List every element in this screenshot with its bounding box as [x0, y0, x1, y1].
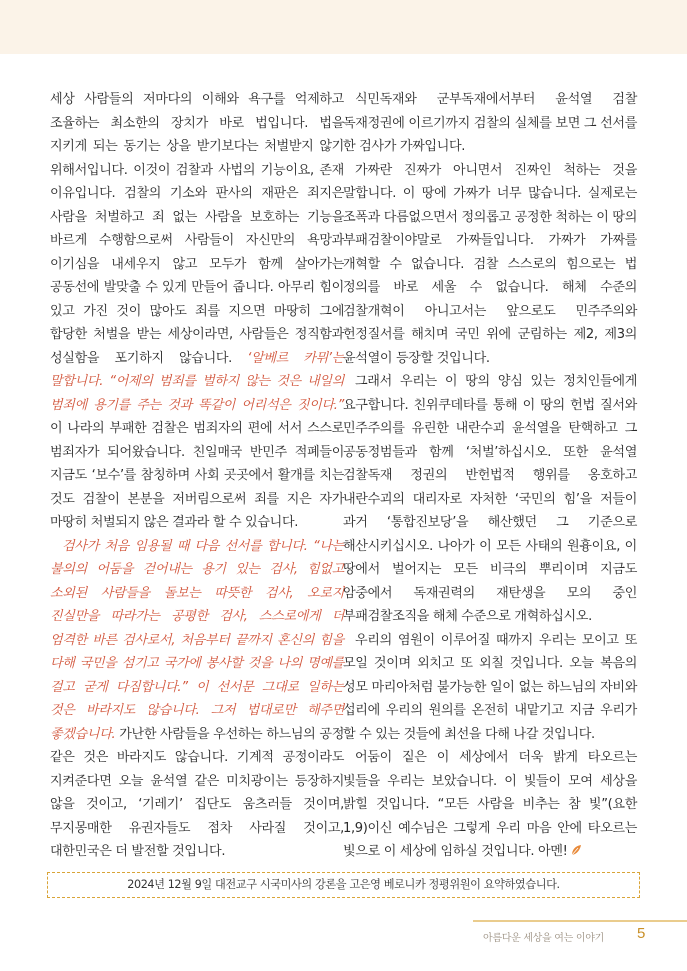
summary-note: 2024년 12월 9일 대전교구 시국미사의 강론을 고은영 베로니카 정평위원이 요약하였습니다. [47, 872, 640, 898]
footer-divider [473, 920, 687, 922]
header-band-divider [0, 54, 687, 73]
left-paragraph-1: 세상 사람들의 저마다의 이해와 욕구를 억제하고 조율하는 최소한의 장치가 바로 법입니다. 법을 지키게 되는 동기는 상을 받기보다는 처벌받지 않기 위해서입니다. 이것이 검찰과 사법의 기능이요, 존재 이유입니다. 검찰의 기소와 판사의 재판은 죄지은 사람을 처벌하고 죄 없는 사람을 보호하는 기능을 바르게 수행함으로써 사람들이 자신만의 욕망과 이기심을 내세우지 않고 모두가 함께 살아가는 공동선에 발맞출 수 있게 만들어 줍니다. 아무리 힘이 있고 가진 것이 많아도 죄를 지으면 마땅히 그에 합당한 처벌을 받는 세상이라면, 사람들은 정직함과 성실함을 포기하지 않습니다. ‘알베르 카뮈’는 말합니다. “어제의 범죄를 벌하지 않는 것은 내일의 범죄에 용기를 주는 것과 똑같이 어리석은 짓이다.” 이 나라의 부패한 검찰은 범죄자의 편에 서서 스스로 범죄자가 되어왔습니다. 친일매국 반민주 적폐들이 지금도 ‘보수’를 참칭하며 사회 곳곳에서 활개를 치는 것도 검찰이 본분을 저버림으로써 죄를 지은 자가 마땅히 처벌되지 않은 결과라 할 수 있습니다. [50, 92, 344, 530]
camus-quote: ‘알베르 카뮈’는 말합니다. “어제의 범죄를 벌하지 않는 것은 내일의 범죄에 용기를 주는 것과 똑같이 어리석은 짓이다.” [50, 350, 344, 413]
left-paragraph-2: 검사가 처음 임용될 때 다음 선서를 합니다. “나는 불의의 어둠을 걷어내는 용기 있는 검사, 힘없고 소외된 사람들을 돌보는 따뜻한 검사, 오로지 진실만을 따라가는 공평한 검사, 스스로에게 더 엄격한 바른 검사로서, 처음부터 끝까지 혼신의 힘을 다해 국민을 섬기고 국가에 봉사할 것을 나의 명예를 걸고 굳게 다짐합니다.” 이 선서문 그대로 일하는 것은 바라지도 않습니다. 그저 법대로만 해주면 좋겠습니다. 가난한 사람들을 우선하는 하느님의 공정 같은 것은 바라지도 않습니다. 기계적 공정이라도 지켜준다면 오늘 윤석열 같은 미치광이는 등장하지 않을 것이고, ‘기레기’ 집단도 움츠러들 것이며, 무지몽매한 유권자들도 점차 사라질 것이고, 대한민국은 더 발전할 것입니다. [50, 538, 344, 859]
prosecutor-oath-quote: 검사가 처음 임용될 때 다음 선서를 합니다. “나는 불의의 어둠을 걷어내는 용기 있는 검사, 힘없고 소외된 사람들을 돌보는 따뜻한 검사, 오로지 진실만을 따라가는 공평한 검사, 스스로에게 더 엄격한 바른 검사로서, 처음부터 끝까지 혼신의 힘을 다해 국민을 섬기고 국가에 봉사할 것을 나의 명예를 걸고 굳게 다짐합니다.” 이 선서문 그대로 일하는 것은 바라지도 않습니다. 그저 법대로만 해주면 좋겠습니다. [50, 538, 344, 742]
right-column [343, 88, 637, 864]
right-paragraph-5: 어둠이 짙은 이 세상에서 더욱 밝게 타오르는 빛들을 우리는 보았습니다. 이 빛들이 모여 세상을 밝힐 것입니다. “모든 사람을 비추는 참 빛”(요한 1,9)이신 예수님은 그렇게 우리 마음 안에 타오르는 빛으로 이 세상에 임하실 것입니다. 아멘! [343, 750, 637, 859]
leaf-icon [570, 844, 582, 856]
right-paragraph-1: 식민독재와 군부독재에서부터 윤석열 검찰 독재정권에 이르기까지 검찰의 실체를 보면 그 선서를 한 검사가 가짜입니다. [343, 92, 637, 154]
right-paragraph-4: 우리의 염원이 이루어질 때까지 우리는 모이고 또 모일 것이며 외치고 또 외칠 것입니다. 오늘 복음의 성모 마리아처럼 불가능한 일이 없는 하느님의 자비와 섭리에 우리의 원의를 온전히 내맡기고 지금 우리가 할 수 있는 것들에 최선을 다해 나갈 것입니다. [343, 632, 637, 742]
right-paragraph-3: 그래서 우리는 이 땅의 양심 있는 정치인들에게 요구합니다. 친위쿠데타를 통해 이 땅의 헌법 질서와 민주주의를 유린한 내란수괴 윤석열을 탄핵하고 그 공동정범들과 함께 ‘처벌’하십시오. 또한 윤석열 검찰독재 정권의 반헌법적 행위를 옹호하고 내란수괴의 대리자로 자처한 ‘국민의 힘’을 저들이 과거 ‘통합진보당’을 해산했던 그 기준으로 해산시키십시오. 나아가 이 모든 사태의 원흉이요, 이 땅에서 벌어지는 모든 비극의 뿌리이며 지금도 암중에서 독재권력의 재탄생을 모의 중인 부패검찰조직을 해체 수준으로 개혁하십시오. [343, 374, 637, 624]
page-number: 5 [637, 925, 646, 942]
right-paragraph-2: 가짜란 진짜가 아니면서 진짜인 척하는 것을 말합니다. 이 땅에 가짜가 너무 많습니다. 실제로는 조폭과 다름없으면서 정의롭고 공정한 척하는 이 땅의 부패검찰이야말로 가짜들입니다. 가짜가 가짜를 개혁할 수 없습니다. 검찰 스스로의 힘으로는 법 정의를 바로 세울 수 없습니다. 해체 수준의 검찰개혁이 아니고서는 앞으로도 민주주의와 헌정질서를 해치며 국민 위에 군림하는 제2, 제3의 윤석열이 등장할 것입니다. [343, 162, 637, 366]
magazine-title: 아름다운 세상을 여는 이야기 [483, 933, 604, 944]
left-column [50, 88, 344, 864]
